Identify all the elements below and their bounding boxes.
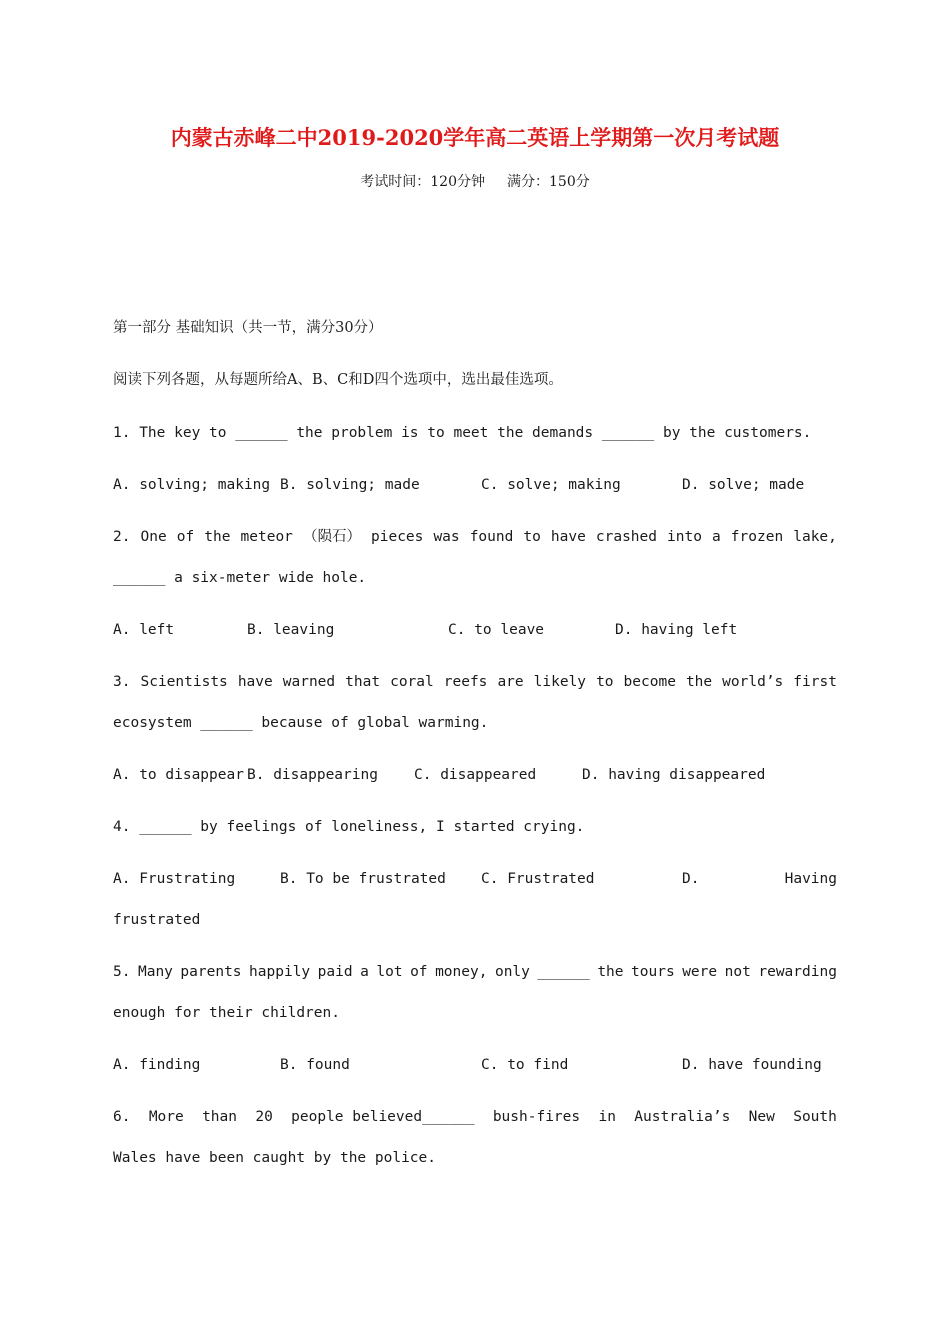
word: 5. <box>113 964 131 980</box>
word: lot <box>376 964 403 980</box>
word: ______ <box>537 964 590 980</box>
word: 2. <box>113 529 131 545</box>
word: （陨石） <box>302 529 361 545</box>
word: happily <box>249 964 311 980</box>
word: rewarding <box>758 964 837 980</box>
word: bush-fires <box>492 1109 581 1125</box>
word: pieces <box>371 529 424 545</box>
word: to <box>523 529 541 545</box>
word: was <box>433 529 460 545</box>
word: first <box>793 674 837 690</box>
word: Australia’s <box>634 1109 731 1125</box>
option-d: D. having disappeared <box>582 767 766 783</box>
word: 20 <box>255 1109 273 1125</box>
question-6-text <box>113 1107 837 1127</box>
option-b: B. To be frustrated <box>280 871 446 887</box>
question-6-text-cont: Wales have been caught by the police. <box>113 1150 437 1166</box>
question-4-options-cont: frustrated <box>113 912 201 928</box>
exam-info <box>0 171 950 191</box>
word: have <box>550 529 586 545</box>
word: Many <box>137 964 173 980</box>
option-c: C. Frustrated <box>481 871 595 887</box>
option-a: A. to disappear <box>113 767 244 783</box>
word: are <box>497 674 524 690</box>
option-c: C. solve; making <box>481 477 621 493</box>
option-d: D. have founding <box>682 1057 822 1073</box>
section-heading: 第一部分 基础知识（共一节，满分30分） <box>113 320 383 336</box>
word: the <box>597 964 624 980</box>
word: found <box>469 529 514 545</box>
question-4-text: 4. ______ by feelings of loneliness, I started crying. <box>113 819 585 835</box>
option-b: B. leaving <box>247 622 335 638</box>
word: New <box>748 1109 775 1125</box>
option-a: A. finding <box>113 1057 201 1073</box>
word: in <box>598 1109 616 1125</box>
word: were <box>682 964 718 980</box>
word: frozen <box>730 529 784 545</box>
word: likely <box>533 674 587 690</box>
word: that <box>345 674 381 690</box>
question-3-text <box>113 672 837 692</box>
word: One <box>140 529 167 545</box>
question-5-text <box>113 962 837 982</box>
word: 3. <box>113 674 131 690</box>
word: world’s <box>722 674 784 690</box>
option-c: C. to find <box>481 1057 569 1073</box>
exam-time: 考试时间：120分钟 <box>360 174 485 190</box>
word: only <box>494 964 530 980</box>
word: a <box>360 964 369 980</box>
option-c: C. disappeared <box>414 767 537 783</box>
option-b: B. found <box>280 1057 350 1073</box>
question-3-text-cont: ecosystem ______ because of global warming. <box>113 715 489 731</box>
option-b: B. solving; made <box>280 477 420 493</box>
option-b: B. disappearing <box>247 767 378 783</box>
word: coral <box>390 674 434 690</box>
option-d: D. solve; made <box>682 477 805 493</box>
option-a: A. left <box>113 622 175 638</box>
word: than <box>202 1109 237 1125</box>
word: the <box>204 529 231 545</box>
option-a: A. Frustrating <box>113 871 236 887</box>
word: 6. <box>113 1109 131 1125</box>
word: become <box>623 674 676 690</box>
word: reefs <box>443 674 488 690</box>
word: not <box>724 964 751 980</box>
question-1-text: 1. The key to ______ the problem is to meet the demands ______ by the customers. <box>113 425 812 441</box>
word: parents <box>180 964 242 980</box>
word: Scientists <box>140 674 228 690</box>
option-a: A. solving; making <box>113 477 271 493</box>
question-2-text <box>113 527 837 547</box>
word: a <box>712 529 721 545</box>
word: More <box>148 1109 184 1125</box>
option-d: D. <box>682 871 700 887</box>
word: to <box>596 674 614 690</box>
word: people believed______ <box>291 1109 475 1125</box>
word: money, <box>435 964 488 980</box>
word: South <box>793 1109 837 1125</box>
option-d-text: Having <box>784 871 837 887</box>
word: into <box>667 529 702 545</box>
word: of <box>176 529 195 545</box>
word: tours <box>631 964 675 980</box>
exam-score: 满分：150分 <box>507 174 590 190</box>
word: paid <box>317 964 353 980</box>
page-title: 内蒙古赤峰二中2019-2020学年高二英语上学期第一次月考试题 <box>170 125 780 150</box>
word: lake, <box>793 529 837 545</box>
word: the <box>685 674 713 690</box>
word: of <box>410 964 428 980</box>
word: crashed <box>595 529 657 545</box>
section-instruction: 阅读下列各题，从每题所给A、B、C和D四个选项中，选出最佳选项。 <box>113 372 563 388</box>
word: have <box>237 674 273 690</box>
option-c: C. to leave <box>448 622 545 638</box>
word: warned <box>282 674 336 690</box>
word: meteor <box>240 529 293 545</box>
option-d: D. having left <box>615 622 738 638</box>
question-5-text-cont: enough for their children. <box>113 1005 340 1021</box>
question-2-text-cont: ______ a six-meter wide hole. <box>113 570 367 586</box>
